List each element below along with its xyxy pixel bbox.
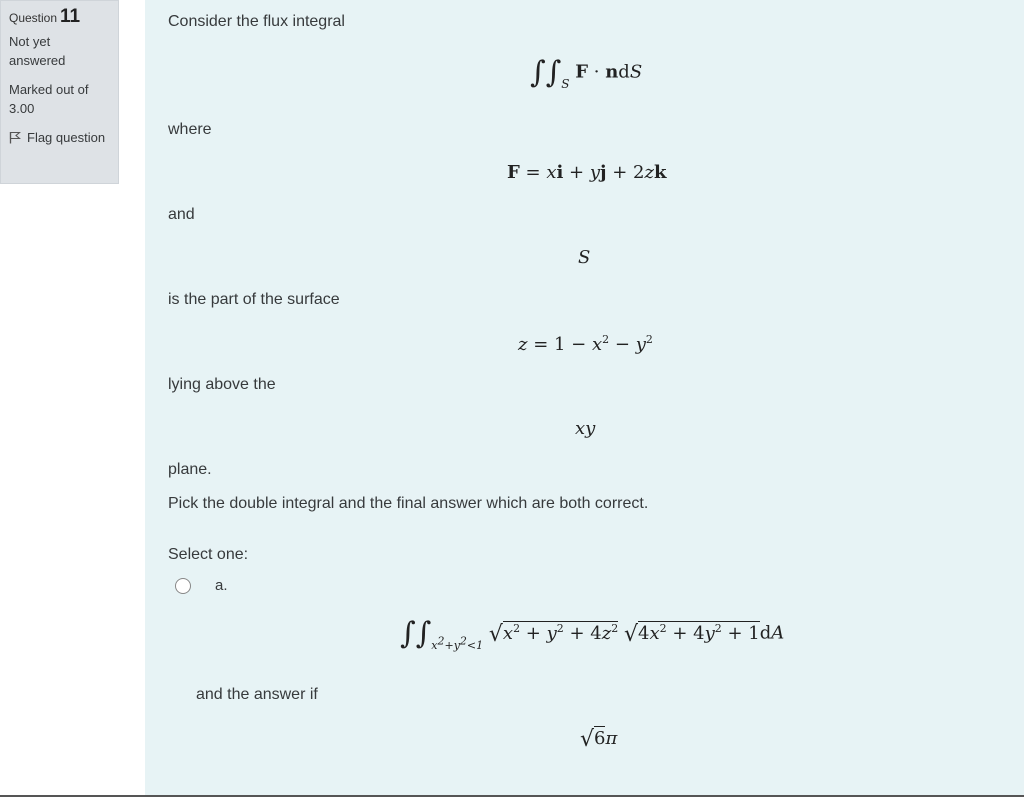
plane-symbol: xy — [575, 418, 596, 439]
question-content — [145, 0, 1024, 797]
flux-integral-formula: $\int\int_S$ F · ndS — [530, 55, 643, 91]
surface-symbol: S — [578, 247, 591, 268]
select-one-label: Select one: — [168, 546, 249, 563]
question-state: Not yet answered — [9, 34, 66, 68]
option-a-letter: a. — [215, 577, 228, 594]
vector-field-formula: F = xi + yj + 2zk — [507, 162, 667, 183]
option-a-radio[interactable] — [175, 578, 191, 594]
flag-icon — [9, 131, 21, 144]
option-a-integral: $\int\int_{x^2+y^2<1}$ $√x^2 + y^2 + 4z^2$ $√4x^2 + 4y^2 + 1dA$ — [400, 616, 785, 652]
question-number-label — [9, 7, 110, 28]
flag-question-label: Flag question — [27, 130, 106, 145]
surface-text: is the part of the surface — [168, 291, 340, 308]
surface-equation: $z = 1 - x^2 - y^2$ — [518, 333, 653, 355]
question-word: Question — [9, 11, 58, 25]
lying-above-text: lying above the — [168, 376, 276, 393]
question-grade: Marked out of 3.00 — [9, 82, 89, 116]
intro-text: Consider the flux integral — [168, 13, 345, 30]
question-number: 11 — [60, 6, 81, 27]
answer-text: and the answer if — [196, 686, 318, 703]
and-text: and — [168, 206, 195, 223]
flag-question-toggle[interactable] — [9, 128, 110, 147]
option-a-answer: √6π — [580, 727, 618, 752]
where-text: where — [168, 121, 212, 138]
plane-text: plane. — [168, 461, 212, 478]
question-info-panel — [0, 0, 119, 184]
instruction-text: Pick the double integral and the final answer which are both correct. — [168, 495, 649, 512]
